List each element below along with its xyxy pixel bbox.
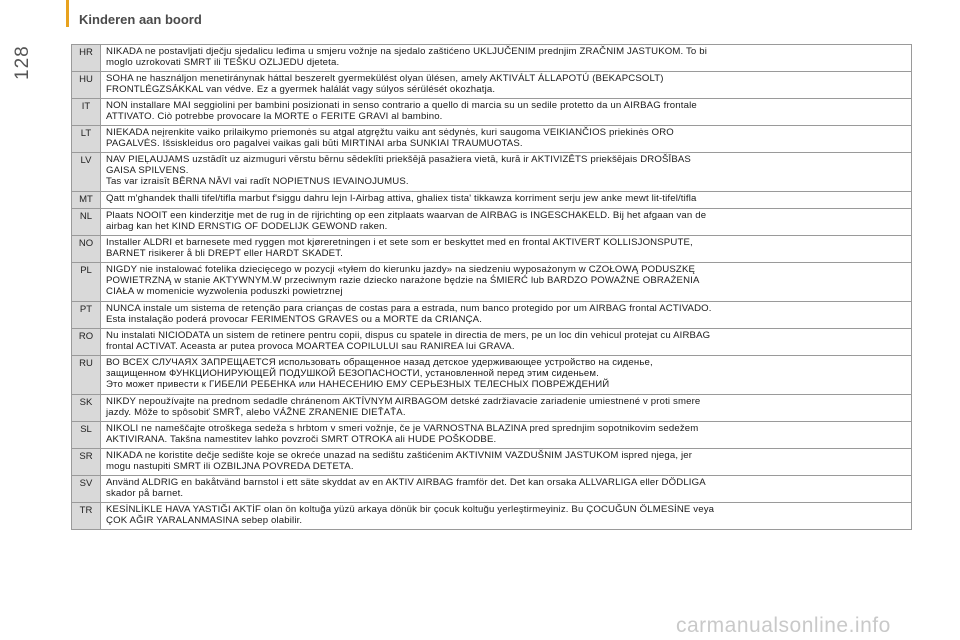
language-code: LT: [72, 126, 101, 153]
warning-line: ATTIVATO. Ciò potrebbe provocare la MORTE o FERITE GRAVI al bambino.: [106, 111, 443, 122]
language-code: RO: [72, 329, 101, 356]
warning-text: [101, 72, 912, 99]
language-code: HU: [72, 72, 101, 99]
warning-row: [72, 449, 912, 476]
language-code: SR: [72, 449, 101, 476]
language-code: HR: [72, 45, 101, 72]
warning-line: ВО ВСЕХ СЛУЧАЯХ ЗАПРЕЩАЕТСЯ использовать обращенное назад детское удерживающее устройство на сиденье,: [106, 357, 653, 368]
language-code: LV: [72, 153, 101, 192]
language-code: TR: [72, 503, 101, 530]
warning-line: PAGALVĖS. Išsiskleidus oro pagalvei vaikas gali būti MIRTINAI arba SUNKIAI TRAUMUOTAS.: [106, 138, 523, 149]
warning-text: [101, 192, 912, 209]
warning-text: [101, 236, 912, 263]
warning-line: airbag kan het KIND ERNSTIG OF DODELIJK GEWOND raken.: [106, 221, 388, 232]
warning-line: Använd ALDRIG en bakåtvänd barnstol i ett säte skyddat av en AKTIV AIRBAG framför det. Det kan orsaka ALLVARLIGA eller DÖDLIGA: [106, 477, 706, 488]
warning-text: [101, 126, 912, 153]
warning-line: Installer ALDRI et barnesete med ryggen mot kjøreretningen i et sete som er beskyttet med en frontal AKTIVERT KOLLISJONSPUTE,: [106, 237, 693, 248]
warning-line: NIKDY nepoužívajte na prednom sedadle chránenom AKTÍVNYM AIRBAGOM detské zadržiavacie zariadenie umiestnené v proti smere: [106, 396, 701, 407]
warning-line: BARNET risikerer å bli DREPT eller HARDT SKADET.: [106, 248, 343, 259]
warning-text: [101, 395, 912, 422]
language-code: SK: [72, 395, 101, 422]
warning-line: KESİNLİKLE HAVA YASTIĞI AKTİF olan ön koltuğa yüzü arkaya dönük bir çocuk koltuğu yerleştirmeyiniz. Bu ÇOCUĞUN ÖLMESİNE veya: [106, 504, 715, 515]
warning-row: [72, 236, 912, 263]
footer-watermark: carmanualsonline.info: [676, 614, 891, 637]
warning-line: Plaats NOOIT een kinderzitje met de rug in de rijrichting op een zitplaats waarvan de AIRBAG is INGESCHAKELD. Bij het afgaan van de: [106, 210, 707, 221]
header-accent-bar: [66, 0, 69, 27]
warning-row: [72, 476, 912, 503]
language-code: MT: [72, 192, 101, 209]
warning-text: [101, 302, 912, 329]
warning-text: [101, 153, 912, 192]
page-title: Kinderen aan boord: [79, 12, 202, 27]
warning-row: [72, 329, 912, 356]
warning-text: [101, 476, 912, 503]
language-code: SV: [72, 476, 101, 503]
warning-text: [101, 209, 912, 236]
warning-row: [72, 153, 912, 192]
warning-line: CIAŁA w momenicie wyzwolenia poduszki powietrznej: [106, 286, 343, 297]
warning-line: Это может привести к ГИБЕЛИ РЕБЕНКА или НАНЕСЕНИЮ ЕМУ СЕРЬЕЗНЫХ ТЕЛЕСНЫХ ПОВРЕЖДЕНИЙ: [106, 379, 610, 390]
warning-line: Esta instalação poderá provocar FERIMENTOS GRAVES ou a MORTE da CRIANÇA.: [106, 314, 483, 325]
warning-line: ÇOK AĞIR YARALANMASINA sebep olabilir.: [106, 515, 303, 526]
airbag-warning-table: [71, 44, 912, 530]
warning-line: moglo uzrokovati SMRT ili TEŠKU OZLJEDU djeteta.: [106, 57, 340, 68]
warning-text: [101, 422, 912, 449]
warning-line: Qatt m'ghandek thalli tifel/tifla marbut f'siggu dahru lejn l-Airbag attiva, ghaliex tista' tikkawza korriment serju jew anke mewt lit-tifel/tifla: [106, 193, 697, 204]
warning-line: FRONTLÉGZSÁKKAL van védve. Ez a gyermek halálát vagy súlyos sérülését okozhatja.: [106, 84, 496, 95]
warning-row: [72, 263, 912, 302]
language-code: NO: [72, 236, 101, 263]
warning-row: [72, 209, 912, 236]
warning-line: NIEKADA neįrenkite vaiko prilaikymo priemonės su atgal atgręžtu vaiku ant sėdynės, kuri saugoma VEIKIANČIOS priekinės ORO: [106, 127, 674, 138]
warning-row: [72, 422, 912, 449]
warning-row: [72, 192, 912, 209]
warning-row: [72, 395, 912, 422]
warning-text: [101, 503, 912, 530]
warning-line: Nu instalati NICIODATA un sistem de retinere pentru copii, dispus cu spatele in directia de mers, pe un loc din vehicul protejat cu AIRBAG: [106, 330, 711, 341]
warning-line: GAISA SPILVENS.: [106, 165, 189, 176]
language-code: PT: [72, 302, 101, 329]
warning-line: NIGDY nie instalować fotelika dziecięcego w pozycji «tyłem do kierunku jazdy» na siedzeniu wyposażonym w CZOŁOWĄ PODUSZKĘ: [106, 264, 696, 275]
warning-row: [72, 126, 912, 153]
warning-line: jazdy. Môže to spôsobiť SMRŤ, alebo VÁŽNE ZRANENIE DIEŤAŤA.: [106, 407, 406, 418]
warning-line: SOHA ne használjon menetiránynak háttal beszerelt gyermekülést olyan ülésen, amely AKTIVÁLT ÁLLAPOTÚ (BEKAPCSOLT): [106, 73, 664, 84]
language-code: RU: [72, 356, 101, 395]
warning-line: frontal ACTIVAT. Aceasta ar putea provoca MOARTEA COPILULUI sau RANIREA lui GRAVA.: [106, 341, 515, 352]
warning-line: NIKADA ne postavljati dječju sjedalicu leđima u smjeru vožnje na sjedalo zaštićeno UKLJUČENIM prednjim ZRAČNIM JASTUKOM. To bi: [106, 46, 707, 57]
warning-line: Tas var izraisīt BĒRNA NĀVI vai radīt NOPIETNUS IEVAINOJUMUS.: [106, 176, 409, 187]
warning-text: [101, 263, 912, 302]
warning-row: [72, 72, 912, 99]
language-code: NL: [72, 209, 101, 236]
warning-text: [101, 45, 912, 72]
warning-line: skador på barnet.: [106, 488, 184, 499]
language-code: PL: [72, 263, 101, 302]
warning-line: NUNCA instale um sistema de retenção para crianças de costas para a estrada, num banco protegido por um AIRBAG frontal ACTIVADO.: [106, 303, 712, 314]
warning-text: [101, 329, 912, 356]
warning-text: [101, 449, 912, 476]
warning-row: [72, 503, 912, 530]
language-code: SL: [72, 422, 101, 449]
warning-row: [72, 356, 912, 395]
warning-line: mogu nastupiti SMRT ili OZBILJNA POVREDA DETETA.: [106, 461, 354, 472]
warning-line: NIKOLI ne nameščajte otroškega sedeža s hrbtom v smeri vožnje, če je VARNOSTNA BLAZINA pred sprednjim sopotnikovim sedežem: [106, 423, 699, 434]
warning-line: защищенном ФУНКЦИОНИРУЮЩЕЙ ПОДУШКОЙ БЕЗОПАСНОСТИ, установленной перед этим сиденьем.: [106, 368, 599, 379]
warning-text: [101, 99, 912, 126]
page-number: 128: [12, 45, 33, 80]
warning-line: NIKADA ne koristite dečje sedište koje se okreće unazad na sedištu zaštićenim AKTIVNIM VAZDUŠNIM JASTUKOM ispred njega, jer: [106, 450, 693, 461]
warning-row: [72, 45, 912, 72]
warning-line: POWIETRZNĄ w stanie AKTYWNYM.W przeciwnym razie dziecko narażone będzie na ŚMIERĆ lub BARDZO POWAŻNE OBRAŻENIA: [106, 275, 700, 286]
language-code: IT: [72, 99, 101, 126]
warning-row: [72, 99, 912, 126]
warning-row: [72, 302, 912, 329]
warning-line: NON installare MAI seggiolini per bambini posizionati in senso contrario a quello di marcia su un sedile protetto da un AIRBAG frontale: [106, 100, 697, 111]
warning-line: NAV PIEĻAUJAMS uzstādīt uz aizmuguri vērstu bērnu sēdeklīti priekšējā pasažiera vietā, kurā ir AKTIVIZĒTS priekšējais DROŠĪBAS: [106, 154, 691, 165]
warning-line: AKTIVIRANA. Takšna namestitev lahko povzroči SMRT OTROKA ali HUDE POŠKODBE.: [106, 434, 497, 445]
warning-text: [101, 356, 912, 395]
